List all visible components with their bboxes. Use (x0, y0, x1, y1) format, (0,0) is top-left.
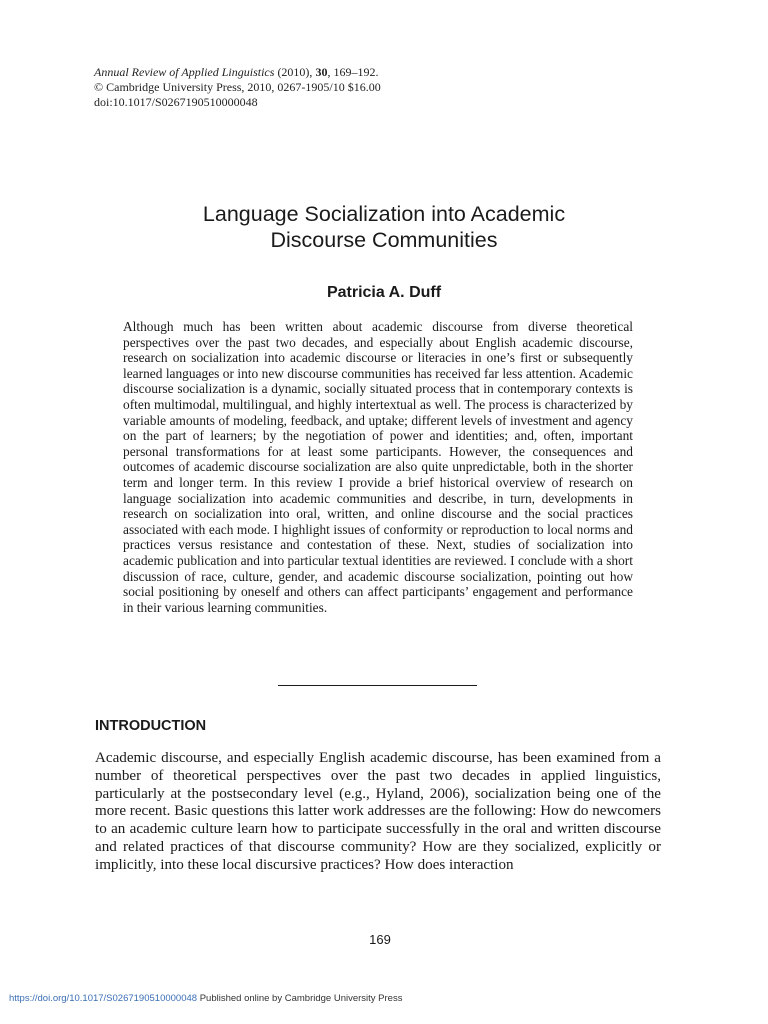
journal-volume: 30 (315, 65, 328, 79)
journal-name: Annual Review of Applied Linguistics (94, 65, 275, 79)
journal-year: (2010), (274, 65, 316, 79)
published-online-text: Published online by Cambridge University Press (197, 993, 403, 1004)
citation-line (94, 65, 381, 80)
page-number: 169 (369, 932, 391, 947)
title-line-2: Discourse Communities (270, 228, 498, 252)
section-divider (278, 685, 477, 686)
section-heading: INTRODUCTION (95, 718, 207, 734)
doi-link[interactable]: https://doi.org/10.1017/S0267190510000048 (9, 993, 198, 1004)
author-name: Patricia A. Duff (326, 284, 442, 301)
doi-line: doi:10.1017/S0267190510000048 (94, 95, 258, 109)
footer (9, 993, 402, 1004)
intro-paragraph: Academic discourse, and especially English academic discourse, has been examined from a number of theoretical perspectives over the past two decades in applied linguistics, particularly at the postsecondary level (e.g., Hyland, 2006), socialization being one of the more recent. Basic questions this latter work addresses are the following: How do newcomers to an academic culture learn how to participate successfully in the oral and written discourse and related practices of that discourse community? How are they socialized, explicitly or implicitly, into these local discursive practices? How does interaction (95, 750, 661, 873)
journal-pages: , 169–192. (327, 65, 379, 79)
article-title (0, 201, 768, 253)
copyright-line: © Cambridge University Press, 2010, 0267-1905/10 $16.00 (94, 80, 381, 94)
journal-citation-header (94, 65, 381, 110)
abstract: Although much has been written about academic discourse from diverse theoretical perspectives over the past two decades, and especially about English academic discourse, research on socialization into academic discourse or literacies in one’s first or subsequently learned languages or into new discourse communities has received far less attention. Academic discourse socialization is a dynamic, socially situated process that in contemporary contexts is often multimodal, multilingual, and highly intertextual as well. The process is characterized by variable amounts of modeling, feedback, and uptake; different levels of investment and agency on the part of learners; by the negotiation of power and identities; and, often, important personal transformations for at least some participants. However, the consequences and outcomes of academic discourse socialization are also quite unpredictable, both in the shorter term and longer term. In this review I provide a brief historical overview of research on language socialization into academic communities and describe, in turn, developments in research on socialization into oral, written, and online discourse and the social practices associated with each mode. I highlight issues of conformity or reproduction to local norms and practices versus resistance and contestation of these. Next, studies of socialization into academic publication and into particular textual identities are reviewed. I conclude with a short discussion of race, culture, gender, and academic discourse socialization, pointing out how social positioning by oneself and others can affect participants’ engagement and performance in their various learning communities. (123, 319, 633, 615)
title-line-1: Language Socialization into Academic (202, 202, 566, 226)
